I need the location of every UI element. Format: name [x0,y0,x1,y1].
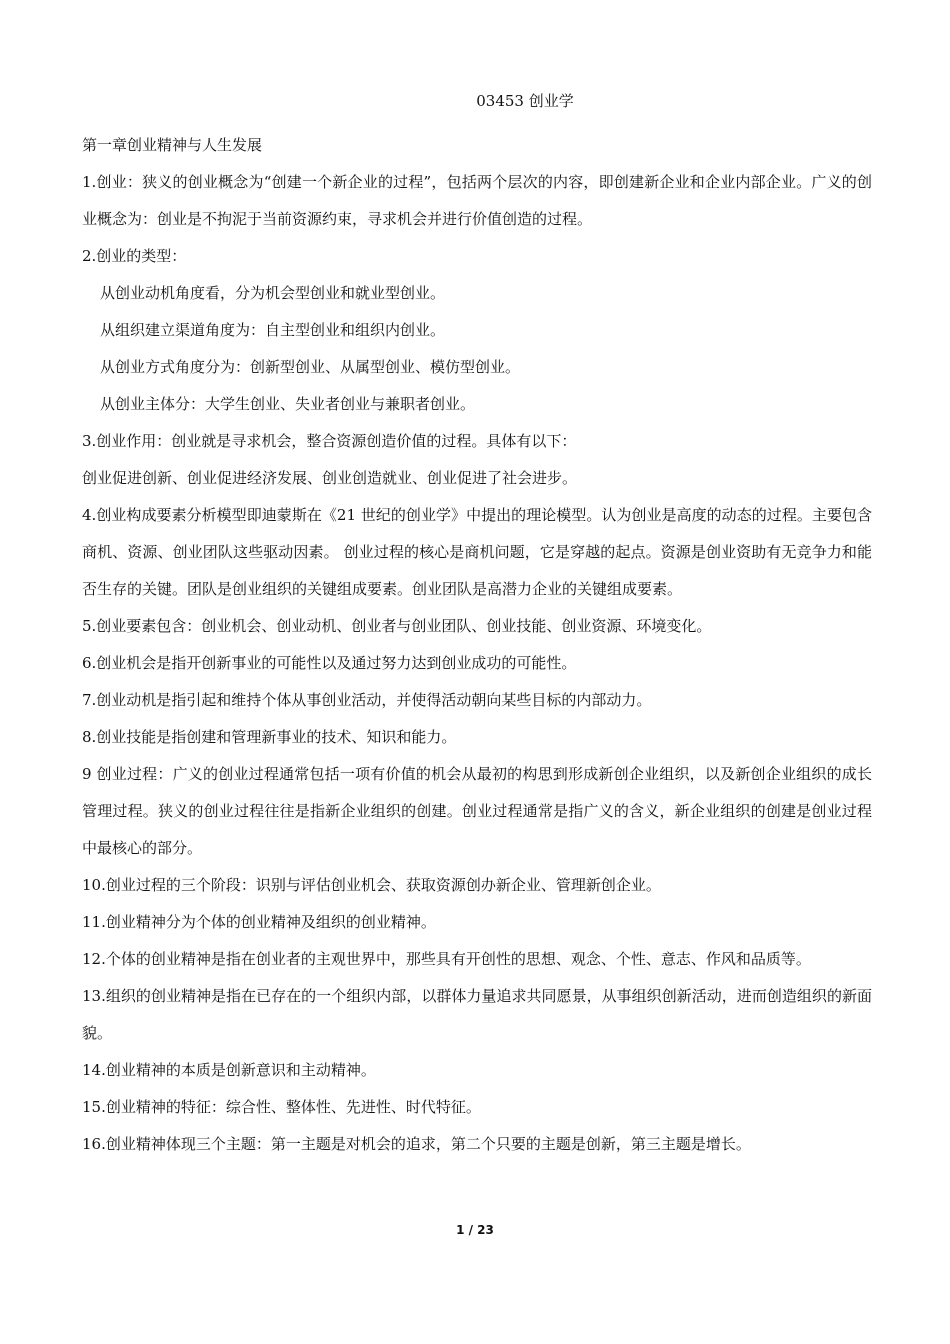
list-item: 从创业主体分：大学生创业、失业者创业与兼职者创业。 [100,395,476,413]
paragraph: 1.创业：狭义的创业概念为“创建一个新企业的过程”，包括两个层次的内容，即创建新企业和企业内部企业。广义的创业概念为：创业是不拘泥于当前资源约束，寻求机会并进行价值创造的过程。 [82,173,872,228]
list-item: 从组织建立渠道角度为：自主型创业和组织内创业。 [100,321,446,339]
paragraph: 9 创业过程：广义的创业过程通常包括一项有价值的机会从最初的构思到形成新创企业组织，以及新创企业组织的成长管理过程。狭义的创业过程往往是指新企业组织的创建。创业过程通常是指广义的含义，新企业组织的创建是创业过程中最核心的部分。 [82,765,872,857]
chapter-heading: 第一章创业精神与人生发展 [82,136,263,154]
list-item: 从创业方式角度分为：创新型创业、从属型创业、模仿型创业。 [100,358,521,376]
paragraph: 5.创业要素包含：创业机会、创业动机、创业者与创业团队、创业技能、创业资源、环境变化。 [82,617,712,635]
paragraph: 13.组织的创业精神是指在已存在的一个组织内部，以群体力量追求共同愿景，从事组织创新活动，进而创造组织的新面貌。 [82,987,872,1042]
paragraph: 16.创业精神体现三个主题：第一主题是对机会的追求，第二个只要的主题是创新，第三主题是增长。 [82,1135,751,1153]
document-title: 03453 创业学 [476,92,574,110]
paragraph: 11.创业精神分为个体的创业精神及组织的创业精神。 [82,913,436,931]
page-number: 1 / 23 [456,1223,494,1237]
paragraph: 2.创业的类型： [82,247,187,265]
paragraph: 3.创业作用：创业就是寻求机会，整合资源创造价值的过程。具体有以下： [82,432,577,450]
document-body [82,127,872,1163]
paragraph: 15.创业精神的特征：综合性、整体性、先进性、时代特征。 [82,1098,481,1116]
paragraph: 创业促进创新、创业促进经济发展、创业创造就业、创业促进了社会进步。 [82,469,578,487]
paragraph: 4.创业构成要素分析模型即迪蒙斯在《21 世纪的创业学》中提出的理论模型。认为创业是高度的动态的过程。主要包含商机、资源、创业团队这些驱动因素。 创业过程的核心是商机问题，它是穿越的起点。资源是创业资助有无竞争力和能否生存的关键。团队是创业组织的关键组成要素。创业团队是高潜力企业的关键组成要素。 [82,506,872,598]
paragraph: 10.创业过程的三个阶段：识别与评估创业机会、获取资源创办新企业、管理新创企业。 [82,876,661,894]
list-item: 从创业动机角度看，分为机会型创业和就业型创业。 [100,284,446,302]
paragraph: 14.创业精神的本质是创新意识和主动精神。 [82,1061,376,1079]
paragraph: 6.创业机会是指开创新事业的可能性以及通过努力达到创业成功的可能性。 [82,654,577,672]
paragraph: 7.创业动机是指引起和维持个体从事创业活动，并使得活动朝向某些目标的内部动力。 [82,691,652,709]
paragraph: 8.创业技能是指创建和管理新事业的技术、知识和能力。 [82,728,457,746]
paragraph: 12.个体的创业精神是指在创业者的主观世界中，那些具有开创性的思想、观念、个性、意志、作风和品质等。 [82,950,811,968]
